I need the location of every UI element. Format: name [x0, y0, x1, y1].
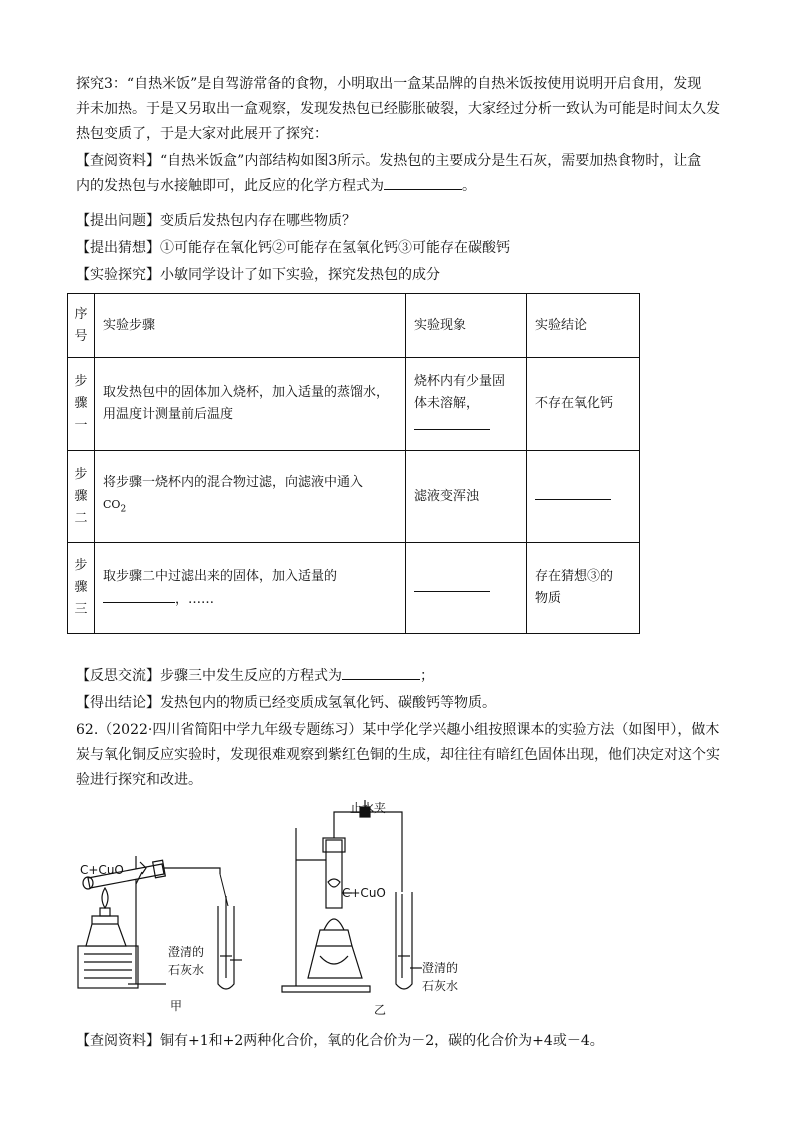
answer-blank-row3-step[interactable]	[103, 588, 175, 603]
answer-blank-reflect[interactable]	[342, 665, 420, 680]
table-row	[68, 451, 640, 543]
row3-phenomenon	[406, 543, 527, 634]
row2-step: 将步骤一烧杯内的混合物过滤，向滤液中通入 $CO_2$	[95, 451, 406, 543]
paragraph-intro-1: 探究3：“自热米饭”是自驾游常备的食物，小明取出一盒某品牌的自热米饭按使用说明开启食用，发现	[76, 76, 702, 92]
row1-conclusion: 不存在氧化钙	[527, 358, 640, 451]
answer-blank-row2[interactable]	[535, 485, 611, 500]
paragraph-experiment: 【实验探究】小敏同学设计了如下实验，探究发热包的成分	[76, 267, 440, 283]
alcohol-lamp-left	[86, 924, 126, 946]
question-62-line-1: 62.（2022·四川省简阳中学九年级专题练习）某中学化学兴趣小组按照课本的实验方法（如图甲），做木	[76, 722, 720, 738]
experiment-table	[67, 293, 640, 634]
caption-jia: 甲	[170, 999, 183, 1013]
paragraph-intro-2: 并未加热。于是又另取出一盒观察，发现发热包已经膨胀破裂，大家经过分析一致认为可能是时间太久发	[76, 101, 720, 117]
paragraph-info-62: 【查阅资料】铜有+1和+2两种化合价，氧的化合价为－2，碳的化合价为+4或－4。	[76, 1033, 604, 1049]
row1-step: 取发热包中的固体加入烧杯，加入适量的蒸馏水， 用温度计测量前后温度	[95, 358, 406, 451]
paragraph-info-2	[76, 175, 726, 197]
stand-base-left	[78, 946, 138, 988]
table-row	[68, 543, 640, 634]
label-water-clamp: 止水夹	[350, 801, 387, 815]
answer-blank-equation[interactable]	[384, 175, 462, 190]
label-lime-right-b: 石灰水	[422, 979, 459, 993]
row2-num: 步 骤 二	[68, 451, 95, 543]
info-end: 。	[462, 178, 476, 194]
table-header-row	[68, 294, 640, 358]
info-text: 内的发热包与水接触即可，此反应的化学方程式为	[76, 178, 384, 194]
label-lime-right-a: 澄清的	[422, 961, 459, 975]
header-num: 序 号	[68, 294, 95, 358]
row3-num: 步 骤 三	[68, 543, 95, 634]
paragraph-intro-3: 热包变质了，于是大家对此展开了探究：	[76, 126, 328, 142]
label-cuo-left: C+CuO	[80, 863, 124, 877]
delivery-tube-left	[164, 868, 220, 874]
row3-step: 取步骤二中过滤出来的固体，加入适量的 ，……	[95, 543, 406, 634]
label-cuo-right: C+CuO	[342, 886, 386, 900]
header-steps: 实验步骤	[95, 294, 406, 358]
row1-phenomenon: 烧杯内有少量固 体未溶解，	[406, 358, 527, 451]
label-lime-left-a: 澄清的	[168, 945, 205, 959]
table-row	[68, 358, 640, 451]
test-tube-right	[326, 840, 342, 908]
header-phenomenon: 实验现象	[406, 294, 527, 358]
paragraph-conclusion: 【得出结论】发热包内的物质已经变质成氢氧化钙、碳酸钙等物质。	[76, 695, 496, 711]
question-62-line-2: 炭与氧化铜反应实验时，发现很难观察到紫红色铜的生成，却往往有暗红色固体出现，他们决定对这个实	[76, 747, 720, 763]
flame-left	[102, 888, 108, 908]
question-62-line-3: 验进行探究和改进。	[76, 772, 202, 788]
paragraph-hypothesis: 【提出猜想】①可能存在氧化钙②可能存在氢氧化钙③可能存在碳酸钙	[76, 240, 510, 256]
answer-blank-row1[interactable]	[414, 415, 490, 430]
header-conclusion: 实验结论	[527, 294, 640, 358]
paragraph-question: 【提出问题】变质后发热包内存在哪些物质？	[76, 213, 356, 229]
row3-conclusion: 存在猜想③的 物质	[527, 543, 640, 634]
caption-yi: 乙	[374, 1003, 387, 1017]
row1-num: 步 骤 一	[68, 358, 95, 451]
lime-tube-right	[396, 892, 412, 989]
paragraph-reflect: 【反思交流】步骤三中发生反应的方程式为 ；	[76, 665, 726, 687]
row2-conclusion	[527, 451, 640, 543]
alcohol-lamp-right	[308, 946, 362, 978]
label-lime-left-b: 石灰水	[168, 963, 205, 977]
answer-blank-row3-phenomenon[interactable]	[414, 577, 490, 592]
apparatus-figure	[70, 796, 490, 1020]
paragraph-info-1: 【查阅资料】“自热米饭盒”内部结构如图3所示。发热包的主要成分是生石灰，需要加热食物时，让盒	[76, 153, 702, 169]
row2-phenomenon: 滤液变浑浊	[406, 451, 527, 543]
delivery-tube-right	[334, 812, 402, 894]
